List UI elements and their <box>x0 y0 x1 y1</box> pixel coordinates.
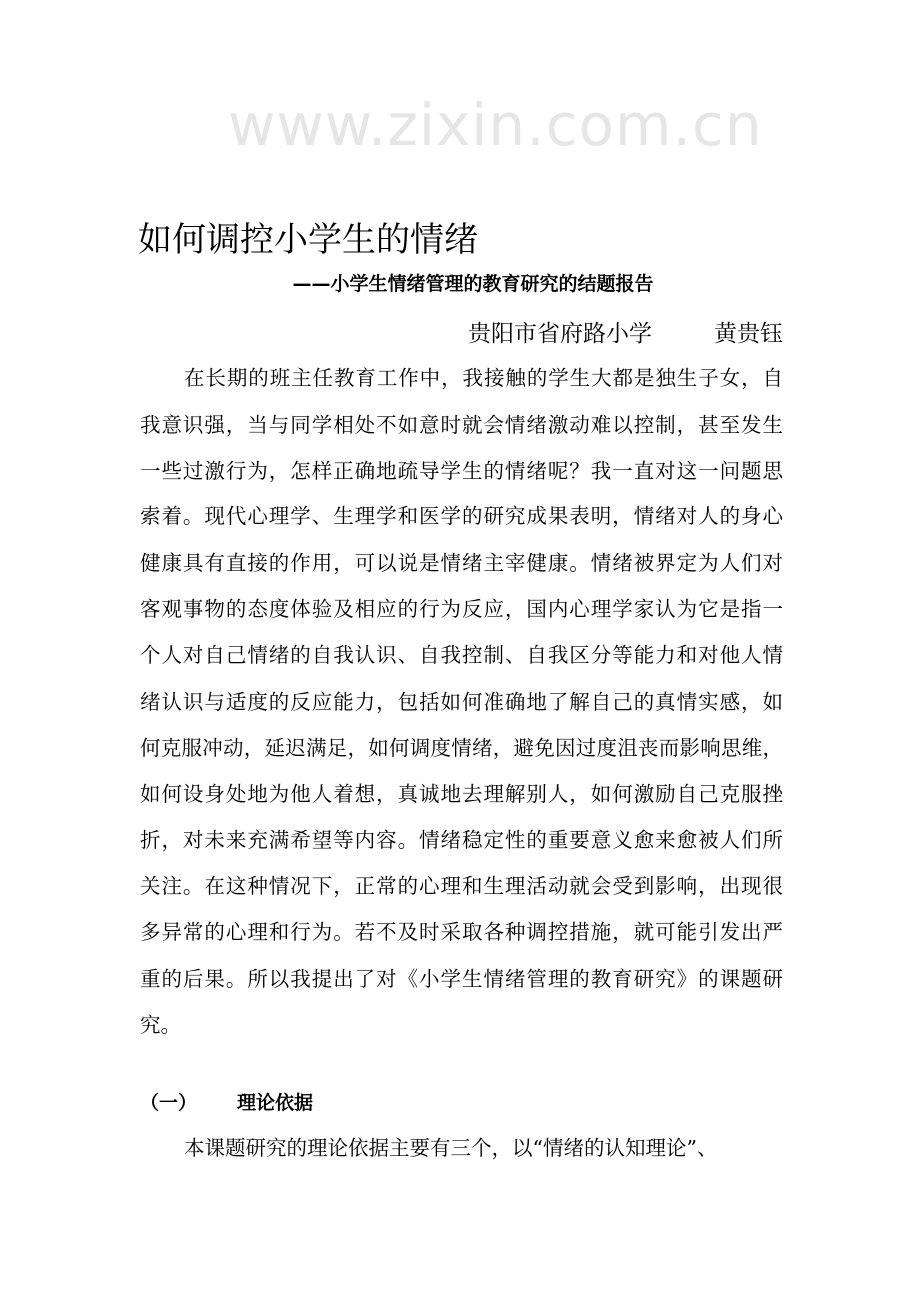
paragraph-line: 绪认识与适度的反应能力，包括如何准确地了解自己的真情实感，如 <box>140 690 783 714</box>
paragraph-line: 折，对未来充满希望等内容。情绪稳定性的重要意义愈来愈被人们所 <box>140 828 783 852</box>
paragraph-line: 我意识强，当与同学相处不如意时就会情绪激动难以控制，甚至发生 <box>140 413 783 437</box>
paragraph-line: 健康具有直接的作用，可以说是情绪主宰健康。情绪被界定为人们对 <box>140 551 783 575</box>
watermark: www.zixin.com.cn <box>228 91 763 159</box>
paragraph-line: 一些过激行为，怎样正确地疏导学生的情绪呢？我一直对这一问题思 <box>140 459 783 483</box>
paragraph-line: 重的后果。所以我提出了对《小学生情绪管理的教育研究》的课题研 <box>140 967 783 991</box>
paragraph-line: 客观事物的态度体验及相应的行为反应，国内心理学家认为它是指一 <box>140 597 783 621</box>
paragraph-line: 本课题研究的理论依据主要有三个，以“情绪的认知理论”、 <box>184 1136 718 1160</box>
document-title: 如何调控小学生的情绪 <box>138 220 478 260</box>
paragraph-line: 个人对自己情绪的自我认识、自我控制、自我区分等能力和对他人情 <box>140 643 783 667</box>
paragraph-line: 多异常的心理和行为。若不及时采取各种调控措施，就可能引发出严 <box>140 920 783 944</box>
paragraph-line: 关注。在这种情况下，正常的心理和生理活动就会受到影响，出现很 <box>140 874 783 898</box>
paragraph-line: 在长期的班主任教育工作中，我接触的学生大都是独生子女，自 <box>184 366 783 390</box>
author-line <box>468 315 783 348</box>
section-heading <box>140 1088 313 1115</box>
paragraph-line: 何克服冲动，延迟满足，如何调度情绪，避免因过度沮丧而影响思维， <box>140 736 783 760</box>
document-subtitle: ——小学生情绪管理的教育研究的结题报告 <box>292 273 654 295</box>
section-title: 理论依据 <box>237 1092 314 1114</box>
author-school: 贵阳市省府路小学 <box>468 321 652 347</box>
paragraph-line: 索着。现代心理学、生理学和医学的研究成果表明，情绪对人的身心 <box>140 504 783 528</box>
author-name: 黄贵钰 <box>714 321 783 347</box>
paragraph-line: 究。 <box>140 1013 181 1037</box>
section-number: （一） <box>140 1092 198 1114</box>
paragraph-line: 如何设身处地为他人着想，真诚地去理解别人，如何激励自己克服挫 <box>140 782 783 806</box>
